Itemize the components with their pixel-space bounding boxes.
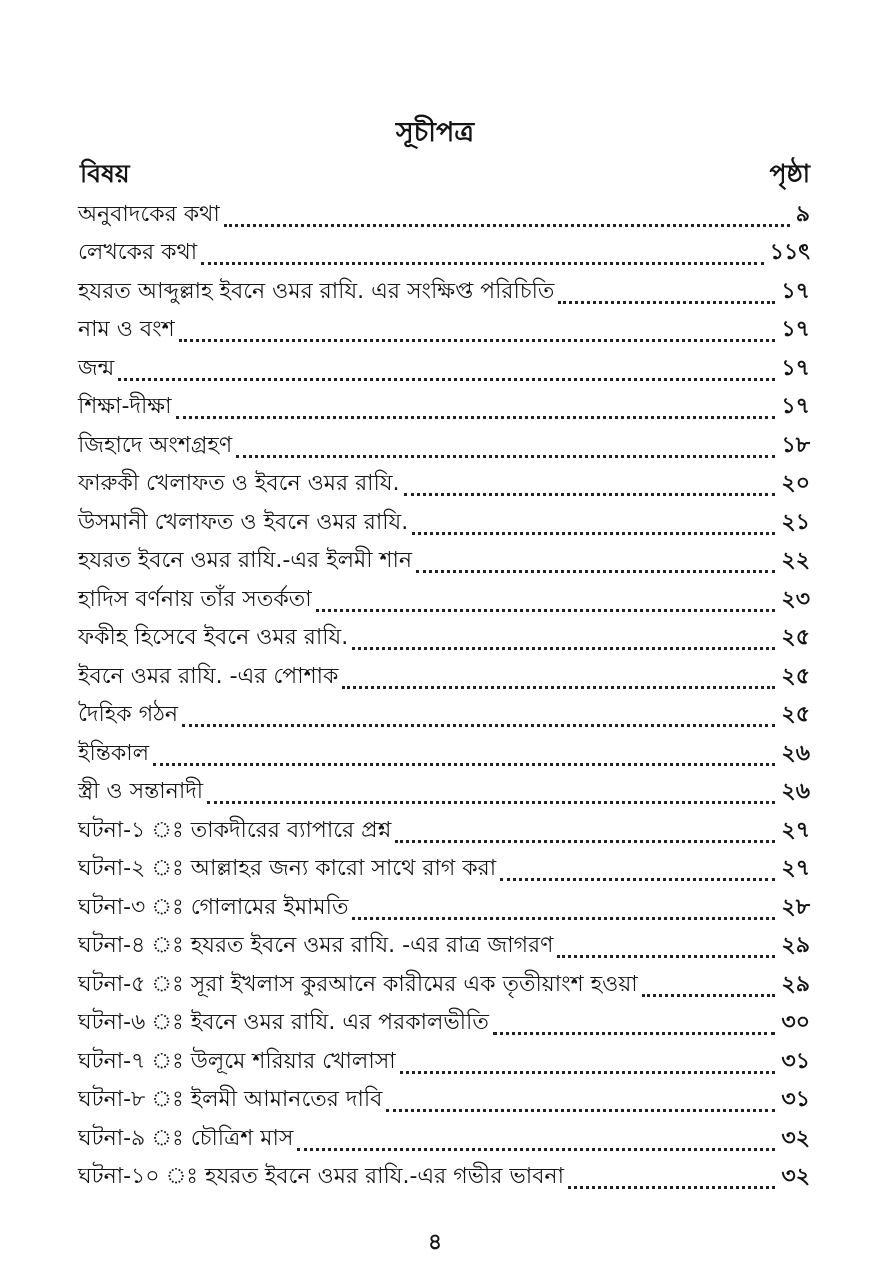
toc-entry: [78, 1042, 810, 1081]
toc-entry-page: ২৭: [781, 817, 810, 843]
dot-leader: [493, 1032, 776, 1035]
toc-entry: [78, 349, 810, 388]
dot-leader: [176, 416, 776, 419]
toc-entry: [78, 388, 810, 427]
dot-leader: [182, 724, 775, 727]
toc-entry-title: ঘটনা-১০ ঃ হযরত ইবনে ওমর রাযি.-এর গভীর ভাবনা: [78, 1164, 564, 1189]
dot-leader: [297, 1148, 775, 1151]
toc-entry-page: ২২: [781, 548, 810, 573]
page-column-heading: পৃষ্ঠা: [769, 159, 810, 188]
toc-entry: [78, 696, 810, 735]
dot-leader: [224, 224, 790, 227]
toc-entry-page: ২৬: [781, 740, 810, 766]
toc-entry: [78, 657, 810, 696]
subject-column-heading: বিষয়: [80, 159, 130, 188]
toc-entry: [78, 965, 810, 1004]
toc-entry-title: ঘটনা-৪ ঃ হযরত ইবনে ওমর রাযি. -এর রাত্র জাগরণ: [78, 933, 554, 958]
dot-leader: [412, 532, 775, 535]
dot-leader: [568, 1186, 775, 1189]
toc-entry: [78, 195, 810, 234]
dot-leader: [400, 1071, 776, 1074]
toc-entry-title: জিহাদে অংশগ্রহণ: [78, 432, 233, 458]
dot-leader: [118, 378, 775, 381]
toc-entry-title: দৈহিক গঠন: [78, 702, 178, 727]
dot-leader: [642, 994, 776, 997]
toc-entry: [78, 426, 810, 465]
toc-entry-page: ২৫: [781, 702, 810, 727]
toc-entry-page: ৩১: [781, 1048, 810, 1074]
dot-leader: [201, 262, 764, 265]
dot-leader: [395, 840, 775, 843]
toc-entry: [78, 503, 810, 542]
toc-entry: [78, 927, 810, 966]
dot-leader: [207, 801, 775, 804]
toc-entry-title: ঘটনা-৬ ঃ ইবনে ওমর রাযি. এর পরকালভীতি: [78, 1010, 489, 1035]
toc-entry-title: ঘটনা-৮ ঃ ইলমী আমানতের দাবি: [78, 1087, 383, 1112]
toc-entry: [78, 619, 810, 658]
toc-entry-title: লেখকের কথা: [78, 240, 198, 265]
dot-leader: [236, 455, 775, 458]
toc-entry-title: ইবনে ওমর রাযি. -এর পোশাক: [78, 663, 339, 689]
toc-entry-title: শিক্ষা-দীক্ষা: [78, 394, 172, 419]
toc-entry-title: জন্ম: [78, 355, 115, 381]
toc-entry-page: ১৭: [781, 317, 810, 342]
toc-entry-title: ইন্তিকাল: [78, 740, 150, 766]
toc-entry: [78, 850, 810, 889]
toc-entry-page: ৩১: [781, 1087, 810, 1112]
dot-leader: [316, 609, 776, 612]
toc-entry-page: ৩২: [781, 1164, 810, 1189]
toc-entry-page: ১১ৎ: [769, 240, 810, 265]
toc-entry-title: স্ত্রী ও সন্তানাদী: [78, 779, 204, 804]
table-of-contents: [78, 195, 810, 1196]
toc-entry-page: ২৭: [781, 856, 810, 881]
dot-leader: [352, 917, 775, 920]
toc-entry: [78, 773, 810, 812]
toc-entry: [78, 1004, 810, 1043]
toc-entry-title: ফকীহ হিসেবে ইবনে ওমর রাযি.: [78, 625, 349, 650]
toc-entry-page: ৯: [795, 201, 810, 227]
toc-entry-page: ২৫: [781, 663, 810, 689]
toc-entry-page: ১৭: [781, 278, 810, 304]
dot-leader: [500, 878, 775, 881]
toc-entry-title: ঘটনা-৩ ঃ গোলামের ইমামতি: [78, 894, 349, 920]
toc-entry: [78, 465, 810, 504]
toc-entry-title: নাম ও বংশ: [78, 317, 175, 342]
toc-entry-page: ২৮: [781, 894, 810, 920]
toc-entry: [78, 811, 810, 850]
toc-entry-title: ফারুকী খেলাফত ও ইবনে ওমর রাযি.: [78, 471, 400, 496]
toc-entry-title: ঘটনা-২ ঃ আল্লাহর জন্য কারো সাথে রাগ করা: [78, 856, 497, 881]
page-number: ৪: [427, 1230, 443, 1255]
toc-entry: [78, 1158, 810, 1197]
toc-entry: [78, 734, 810, 773]
toc-entry: [78, 542, 810, 581]
toc-entry-page: ৩২: [781, 1125, 810, 1151]
toc-entry-title: ঘটনা-৭ ঃ উলূমে শরিয়ার খোলাসা: [78, 1048, 396, 1074]
dot-leader: [179, 339, 776, 342]
dot-leader: [153, 763, 775, 766]
toc-entry-title: অনুবাদকের কথা: [78, 201, 220, 227]
toc-entry-title: হাদিস বর্ণনায় তাঁর সতর্কতা: [78, 586, 312, 612]
toc-entry-page: ৩০: [781, 1010, 810, 1035]
toc-entry-page: ১৭: [781, 355, 810, 381]
toc-entry: [78, 888, 810, 927]
toc-entry: [78, 580, 810, 619]
toc-entry: [78, 311, 810, 350]
toc-entry-page: ২১: [781, 509, 810, 535]
toc-entry-title: উসমানী খেলাফত ও ইবনে ওমর রাযি.: [78, 509, 409, 535]
toc-entry-page: ২৩: [781, 586, 810, 612]
toc-entry: [78, 272, 810, 311]
toc-entry-page: ২৯: [781, 971, 810, 997]
toc-entry-page: ২৫: [781, 625, 810, 650]
toc-entry-title: হযরত ইবনে ওমর রাযি.-এর ইলমী শান: [78, 548, 413, 573]
toc-entry-page: ২০: [781, 471, 810, 496]
page-title: সূচীপত্র: [395, 117, 475, 148]
toc-entry: [78, 1119, 810, 1158]
dot-leader: [557, 955, 775, 958]
toc-entry: [78, 1081, 810, 1120]
toc-entry-page: ২৬: [781, 779, 810, 804]
toc-entry-title: ঘটনা-১ ঃ তাকদীরের ব্যাপারে প্রশ্ন: [78, 817, 392, 843]
dot-leader: [558, 301, 775, 304]
toc-entry-title: হযরত আব্দুল্লাহ ইবনে ওমর রাযি. এর সংক্ষিপ্ত পরিচিতি: [78, 278, 555, 304]
toc-entry: [78, 234, 810, 273]
toc-entry-title: ঘটনা-৫ ঃ সূরা ইখলাস কুরআনে কারীমের এক তৃতীয়াংশ হওয়া: [78, 971, 638, 997]
dot-leader: [386, 1109, 775, 1112]
toc-entry-page: ১৭: [781, 394, 810, 419]
toc-entry-page: ২৯: [781, 933, 810, 958]
dot-leader: [404, 493, 776, 496]
dot-leader: [342, 686, 775, 689]
toc-entry-page: ১৮: [781, 432, 810, 458]
dot-leader: [352, 647, 775, 650]
toc-entry-title: ঘটনা-৯ ঃ চৌত্রিশ মাস: [78, 1125, 294, 1151]
dot-leader: [416, 570, 775, 573]
